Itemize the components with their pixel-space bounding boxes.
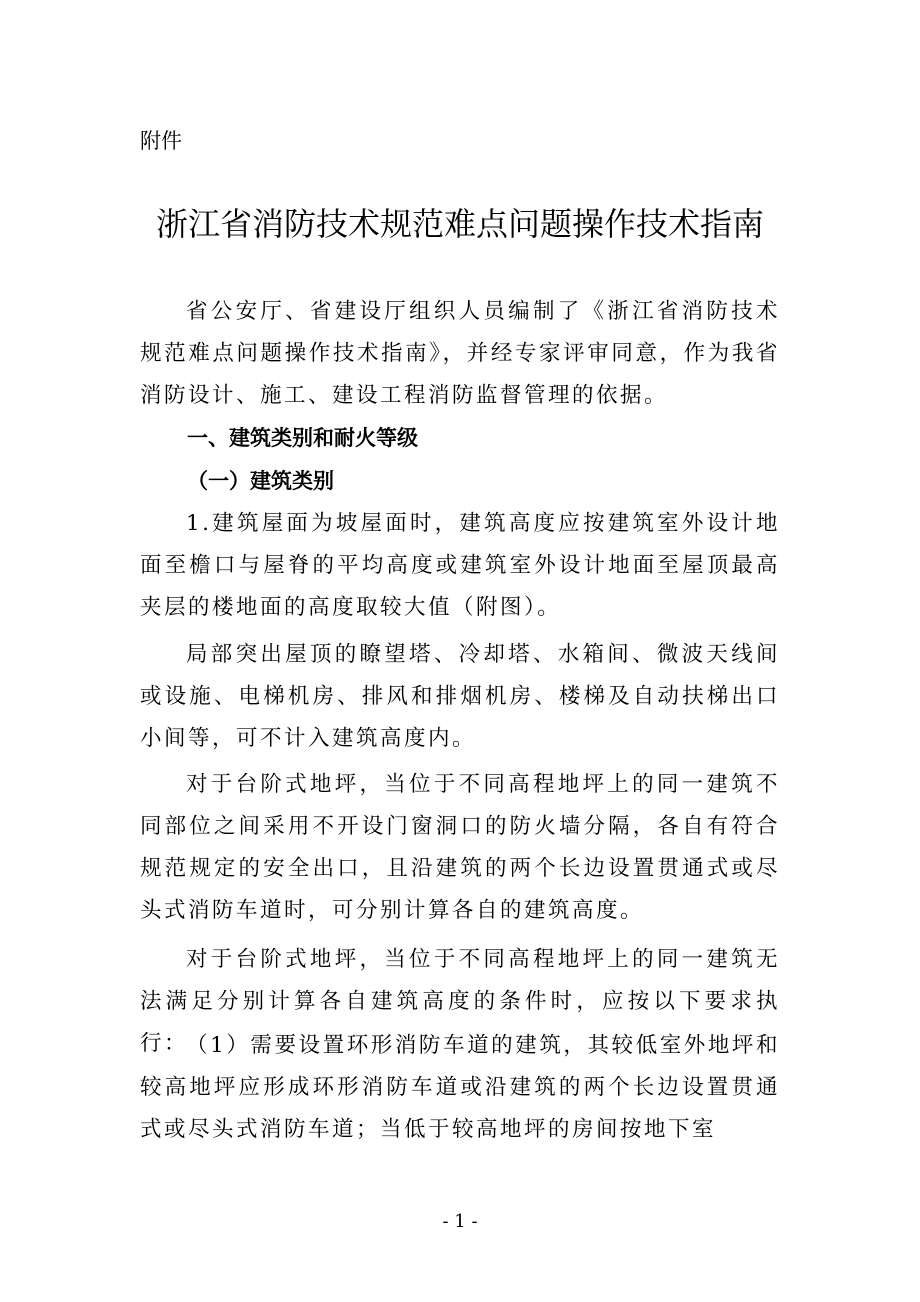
attachment-label: 附件 [140, 129, 182, 153]
subsection-heading: （一）建筑类别 [187, 469, 334, 493]
body-paragraph: 局部突出屋顶的瞭望塔、冷却塔、水箱间、微波天线间或设施、电梯机房、排风和排烟机房、楼梯及自动扶梯出口小间等，可不计入建筑高度内。 [140, 642, 780, 751]
body-paragraph: 对于台阶式地坪，当位于不同高程地坪上的同一建筑不同部位之间采用不开设门窗洞口的防火墙分隔，各自有符合规范规定的安全出口，且沿建筑的两个长边设置贯通式或尽头式消防车道时，可分别计算各自的建筑高度。 [140, 772, 780, 923]
document-title: 浙江省消防技术规范难点问题操作技术指南 [155, 205, 764, 243]
body-paragraph: （1）需要设置环形消防车道的建筑，其较低室外地坪和较高地坪应形成环形消防车道或沿建筑的两个长边设置贯通式或尽头式消防车道；当低于较高地坪的房间按地下室 [140, 1033, 780, 1142]
body-paragraph: 1.建筑屋面为坡屋面时，建筑高度应按建筑室外设计地面至檐口与屋脊的平均高度或建筑室外设计地面至屋顶最高夹层的楼地面的高度取较大值（附图）。 [140, 511, 780, 620]
page-number: - 1 - [442, 1211, 478, 1232]
intro-paragraph: 省公安厅、省建设厅组织人员编制了《浙江省消防技术规范难点问题操作技术指南》，并经专家评审同意，作为我省消防设计、施工、建设工程消防监督管理的依据。 [140, 299, 780, 408]
body-paragraph: 对于台阶式地坪，当位于不同高程地坪上的同一建筑无法满足分别计算各自建筑高度的条件时，应按以下要求执行： [140, 947, 780, 1056]
section-heading: 一、建筑类别和耐火等级 [187, 426, 418, 450]
